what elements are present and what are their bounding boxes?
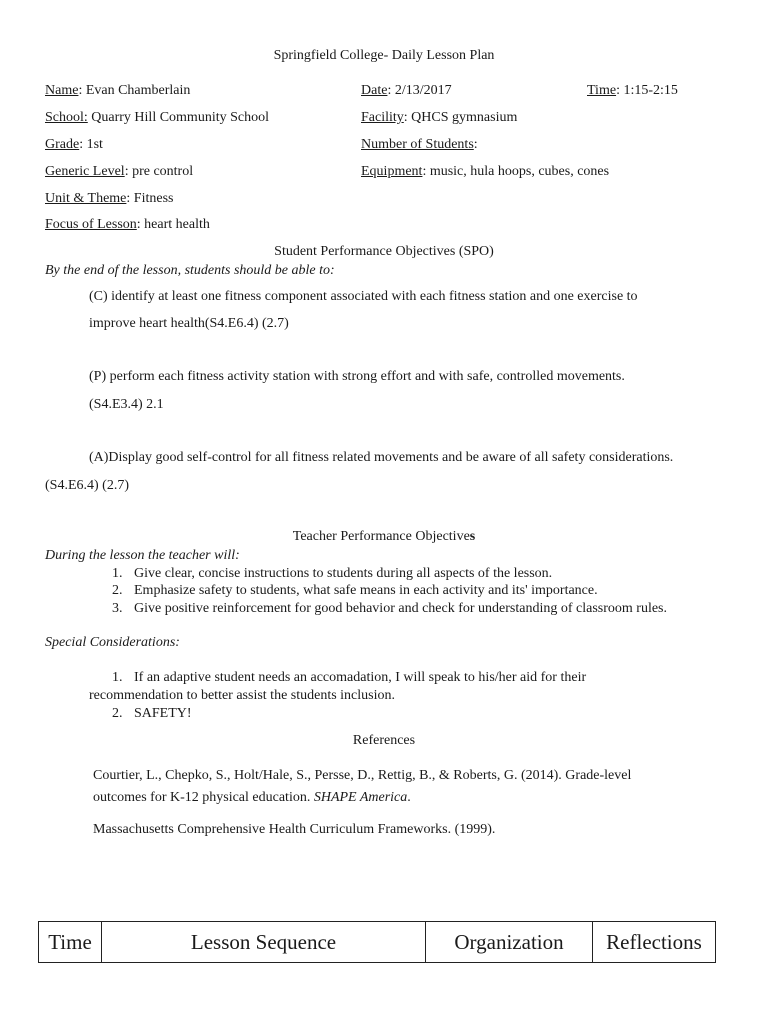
equipment-value: : music, hula hoops, cubes, cones <box>422 164 610 179</box>
name-value: : Evan Chamberlain <box>78 83 191 98</box>
grade-field <box>45 137 103 153</box>
facility-field <box>361 110 517 126</box>
focus-value: : heart health <box>136 217 210 232</box>
time-value: : 1:15-2:15 <box>616 83 678 98</box>
reference-1-text: outcomes for K-12 physical education. <box>93 790 314 805</box>
column-header-reflections: Reflections <box>593 922 716 963</box>
spo-intro: By the end of the lesson, students should be able to: <box>45 263 335 278</box>
facility-value: : QHCS gymnasium <box>403 110 518 125</box>
tpo-item <box>112 601 667 617</box>
special-item-text: SAFETY! <box>134 706 192 721</box>
unit-theme-label: Unit & Theme <box>45 191 127 206</box>
focus-label: Focus of Lesson <box>45 217 137 232</box>
grade-value: : 1st <box>79 137 103 152</box>
page-title: Springfield College- Daily Lesson Plan <box>273 48 495 63</box>
column-header-time: Time <box>39 922 102 963</box>
date-value: : 2/13/2017 <box>387 83 452 98</box>
reference-1-publisher: SHAPE America <box>313 790 408 805</box>
column-header-organization: Organization <box>426 922 593 963</box>
reference-1-end: . <box>407 790 411 805</box>
grade-label: Grade <box>45 137 80 152</box>
school-field <box>45 110 269 126</box>
focus-field <box>45 217 210 233</box>
tpo-item-number: 2. <box>112 583 123 598</box>
tpo-item <box>112 566 552 582</box>
school-label: School: <box>45 110 88 125</box>
students-label: Number of Students <box>361 137 474 152</box>
equipment-label: Equipment <box>361 164 423 179</box>
references-heading: References <box>352 733 416 748</box>
spo-heading: Student Performance Objectives (SPO) <box>274 244 494 259</box>
generic-level-value: : pre control <box>124 164 194 179</box>
tpo-heading-bold: s <box>469 529 476 544</box>
time-field <box>587 83 678 99</box>
column-header-lesson-sequence: Lesson Sequence <box>102 922 426 963</box>
school-value: Quarry Hill Community School <box>87 110 269 125</box>
tpo-item-number: 3. <box>112 601 123 616</box>
special-considerations-heading: Special Considerations: <box>45 635 180 650</box>
spo-affective-line1: (A)Display good self-control for all fitness related movements and be aware of all safety considerations. <box>89 450 674 465</box>
unit-theme-field <box>45 191 173 207</box>
name-label: Name <box>45 83 79 98</box>
spo-affective-line2: (S4.E6.4) (2.7) <box>45 478 129 493</box>
special-item-number: 2. <box>112 706 123 721</box>
date-label: Date <box>361 83 388 98</box>
tpo-item <box>112 583 598 599</box>
students-value: : <box>473 137 478 152</box>
unit-theme-value: : Fitness <box>126 191 174 206</box>
generic-level-label: Generic Level <box>45 164 125 179</box>
tpo-item-text: Give clear, concise instructions to students during all aspects of the lesson. <box>134 566 553 581</box>
time-label: Time <box>587 83 617 98</box>
tpo-intro: During the lesson the teacher will: <box>45 548 240 563</box>
facility-label: Facility <box>361 110 404 125</box>
spo-psychomotor-line2: (S4.E3.4) 2.1 <box>89 397 164 412</box>
lesson-sequence-table <box>38 921 716 963</box>
students-field <box>361 137 478 153</box>
tpo-item-text: Emphasize safety to students, what safe means in each activity and its' importance. <box>134 583 598 598</box>
tpo-item-number: 1. <box>112 566 123 581</box>
tpo-heading <box>0 529 768 545</box>
special-item-continuation: recommendation to better assist the students inclusion. <box>89 688 395 703</box>
name-field <box>45 83 190 99</box>
generic-level-field <box>45 164 193 180</box>
tpo-heading-main: Teacher Performance Objective <box>292 529 470 544</box>
spo-psychomotor-line1: (P) perform each fitness activity station with strong effort and with safe, controlled movements. <box>89 369 625 384</box>
reference-1-line1: Courtier, L., Chepko, S., Holt/Hale, S., Persse, D., Rettig, B., & Roberts, G. (2014). Grade-level <box>93 768 632 783</box>
special-item-text: If an adaptive student needs an accomadation, I will speak to his/her aid for their <box>134 670 587 685</box>
date-field <box>361 83 452 99</box>
special-item-number: 1. <box>112 670 123 685</box>
table-header-row <box>39 922 716 963</box>
spo-cognitive-line2: improve heart health(S4.E6.4) (2.7) <box>89 316 289 331</box>
special-item <box>112 706 192 722</box>
special-item <box>112 670 586 686</box>
equipment-field <box>361 164 609 180</box>
spo-cognitive-line1: (C) identify at least one fitness component associated with each fitness station and one exercise to <box>89 289 638 304</box>
reference-2: Massachusetts Comprehensive Health Curriculum Frameworks. (1999). <box>93 822 496 837</box>
reference-1-line2 <box>93 790 411 806</box>
tpo-item-text: Give positive reinforcement for good behavior and check for understanding of classroom rules. <box>134 601 667 616</box>
